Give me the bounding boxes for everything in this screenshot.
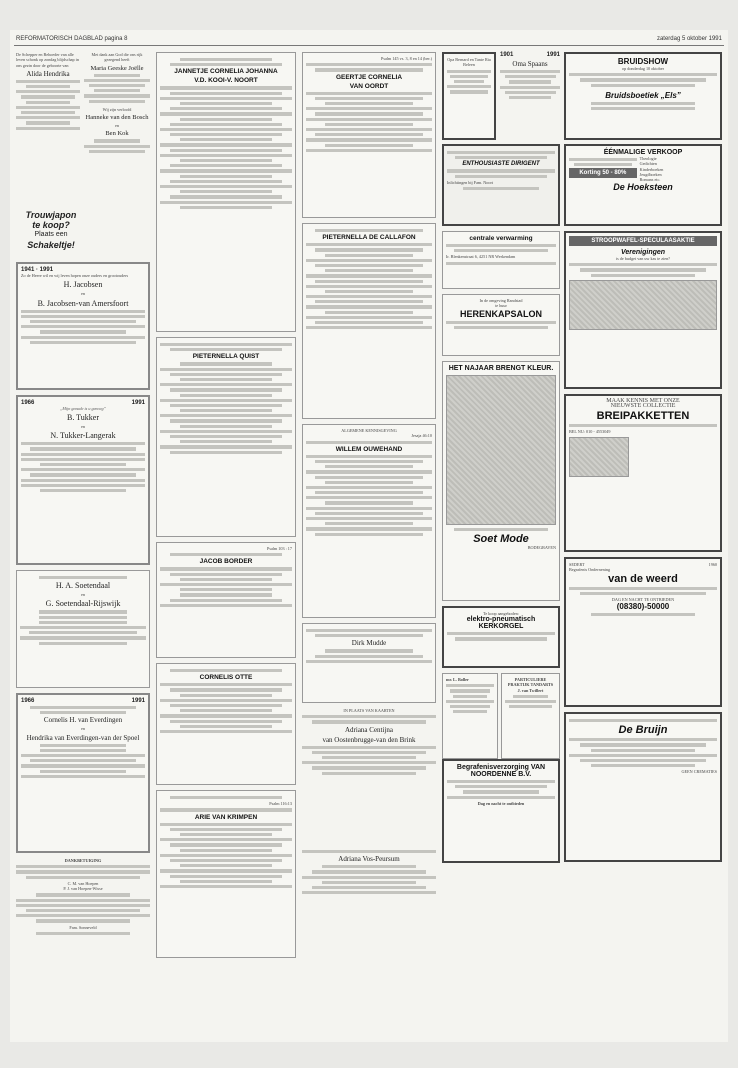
ad-title: van de weerd xyxy=(608,572,678,585)
obituary-centijna xyxy=(302,708,436,848)
ad-headline: elektro-pneumatisch KERKORGEL xyxy=(466,616,536,631)
name-everdingen: Cornelis H. van Everdingen xyxy=(43,716,123,725)
ad-brand: centrale verwarming xyxy=(469,235,533,242)
name-tukker-2: N. Tukker-Langerak xyxy=(50,431,116,441)
list-item: Kinderboeken xyxy=(639,166,664,172)
obituary-vos-peursum xyxy=(302,850,436,950)
and-word: en xyxy=(81,291,85,297)
scripture-ref: Psalm 103 : 17 xyxy=(266,546,292,551)
trouwjapon-line2: te koop? xyxy=(32,220,70,230)
obituary-van-krimpen xyxy=(156,790,296,958)
ad-sub: Verenigingen xyxy=(620,249,666,256)
obituary-name: CORNELIS OTTE xyxy=(199,674,253,682)
ad-title: STROOPWAFEL-SPECULAASAKTIE xyxy=(569,236,717,246)
obituary-name: Dirk Mudde xyxy=(351,639,387,648)
ad-bruidshow xyxy=(564,52,722,140)
ad-title: HERENKAPSALON xyxy=(459,308,542,319)
year-end: 1991 xyxy=(131,698,145,704)
obituary-name: Adriana Vos-Peursum xyxy=(338,855,400,864)
list-item: Gedichten xyxy=(639,161,657,167)
scripture-ref: Psalm 116:13 xyxy=(269,801,292,807)
ad-tandarts-row xyxy=(442,673,560,759)
obituary-name: GEERTJE CORNELIA xyxy=(335,73,403,81)
announcement-jacobsen: 1941 · 1991 Zo de Heere wil en wij leven hopen onze ouders en grootouders H. Jacobsen en B. Jacobsen-van Amersfoort xyxy=(16,262,150,390)
years: 1941 · 1991 xyxy=(21,267,54,273)
ad-tagline: GEEN CREMATIES xyxy=(681,769,717,775)
ad-van-de-weerd xyxy=(564,557,722,707)
ad-title: HET NAJAAR BRENGT KLEUR. xyxy=(448,365,554,372)
ad-name: mr. L. Boller xyxy=(446,677,469,682)
list-item: Theologie xyxy=(639,156,657,161)
trouwjapon-line1: Trouwjapon xyxy=(25,210,77,220)
name-jacobsen: H. Jacobsen xyxy=(63,280,103,290)
kennisgeving-ouwehand xyxy=(302,424,436,618)
ad-headline: ENTHOUSIASTE DIRIGENT xyxy=(462,161,540,168)
stroopwafel-illustration xyxy=(569,280,717,330)
kennisgeving-title: ALGEMENE KENNISGEVING xyxy=(341,428,397,433)
ad-tandarts xyxy=(501,673,560,759)
ad-head: Begrafenis Ondernening xyxy=(569,567,611,573)
ad-sub: DAG EN NACHT TE ONTBIEDEN xyxy=(611,596,675,602)
signature-2: P. J. van Hoepen-Wisse xyxy=(63,886,103,892)
discount-badge: Korting 50 - 80% xyxy=(569,168,637,178)
ad-boller xyxy=(442,673,498,759)
ad-title: ÉÉNMALIGE VERKOOP xyxy=(603,149,683,156)
obituary-name: JACOB BORDER xyxy=(199,558,253,566)
year-end: 1991 xyxy=(131,400,145,406)
ad-soet-mode xyxy=(442,361,560,601)
ad-shop: De Hoeksteen xyxy=(613,182,673,193)
column-4 xyxy=(442,52,722,872)
obituary-de-callafon xyxy=(302,223,436,419)
and-word: en xyxy=(81,592,85,598)
ad-title: PARTICULIERE PRAKTIJK TANDARTS xyxy=(507,677,554,688)
name-tukker: B. Tukker xyxy=(66,413,99,422)
ad-place: BODEGRAVEN xyxy=(527,545,556,551)
ad-kapsalon xyxy=(442,294,560,356)
obituary-name-2: VAN OORDT xyxy=(349,82,389,90)
announcement-everdingen xyxy=(16,693,150,853)
announcement-alida: De Schepper en Behoeder van alle leven schonk op zondag blijdschap in ons gezin door de geboorte van Alida Hendrika xyxy=(16,52,80,210)
column-3 xyxy=(302,52,436,950)
ad-brand: Soet Mode xyxy=(473,533,529,546)
announcement-maria: Met dank aan God die ons rijk gezegend heeft Maria Geeske Joëlle Wij zijn verloofd Hanneke van den Bosch en Ben Kok xyxy=(84,52,150,210)
obituary-border xyxy=(156,542,296,658)
ad-address: Ir. Blenkenstraat 6, 4251 NR Werkendam xyxy=(446,254,516,260)
ad-line1: MAAK KENNIS MET ONZE xyxy=(606,398,680,404)
ad-title: De Bruijn xyxy=(618,724,668,737)
name-soetendaal-2: G. Soetendaal-Rijswijk xyxy=(45,599,121,609)
obituary-name-2: V.D. KOOI-V. NOORT xyxy=(194,77,258,85)
and-word: en xyxy=(81,726,85,732)
birth-name: Alida Hendrika xyxy=(26,69,70,78)
ad-text: Opa Bernard en Tante Ria Beleen xyxy=(447,57,491,68)
ad-brand: Bruidsboetiek „Els” xyxy=(605,90,681,100)
section-title: IN PLAATS VAN KAARTEN xyxy=(343,708,395,713)
column-1 xyxy=(16,52,150,1034)
obituary-quist xyxy=(156,337,296,537)
ad-centrale xyxy=(442,231,560,289)
ad-opa-bernard xyxy=(442,52,496,140)
ad-title: BRUIDSHOW xyxy=(617,57,669,66)
obituary-name: Adriana Centijna xyxy=(344,725,393,734)
trouwjapon-line3: Plaats een xyxy=(34,231,68,238)
page-header-left: REFORMATORISCH DAGBLAD pagina 8 xyxy=(16,36,128,42)
ad-phone: BEL NU: 010 - 4553049 xyxy=(569,428,611,434)
trouwjapon-line4: Schakeltje! xyxy=(27,240,75,250)
ad-tagline: Dag en nacht te ontbieden xyxy=(477,800,525,806)
obituary-van-der-kooi xyxy=(156,52,296,332)
obituary-name-2: van Oostenbrugge-van den Brink xyxy=(322,735,416,744)
dankbetuiging-foot: Fam. Sonneveld xyxy=(69,924,97,930)
newspaper-page xyxy=(10,30,728,1042)
obituary-name: PIETERNELLA QUIST xyxy=(192,353,260,361)
announcement-soetendaal xyxy=(16,570,150,688)
obituary-name: ARIE VAN KRIMPEN xyxy=(194,813,258,821)
year-start: 1966 xyxy=(21,698,35,704)
and-word: en xyxy=(115,123,119,129)
quote: „Mijn genade is u genoeg” xyxy=(60,406,106,411)
name-everdingen-2: Hendrika van Everdingen-van der Spoel xyxy=(26,733,140,742)
fiance-name-2: Ben Kok xyxy=(105,130,129,138)
column-2 xyxy=(156,52,296,963)
sedert-year: 1960 xyxy=(708,562,717,567)
dankbetuiging xyxy=(16,858,150,1034)
obituary-name: WILLEM OUWEHAND xyxy=(335,445,403,453)
name-soetendaal: H. A. Soetendaal xyxy=(55,581,111,591)
fashion-photo xyxy=(446,375,556,525)
ad-logo xyxy=(569,437,629,477)
dankbetuiging-title: DANKBETUIGING xyxy=(64,858,102,863)
name-jacobsen-2: B. Jacobsen-van Amersfoort xyxy=(37,298,129,308)
ad-title: BREIPAKKETTEN xyxy=(596,409,690,422)
ad-date: op donderdag 10 oktober xyxy=(622,66,664,71)
and-word: en xyxy=(81,424,85,429)
ad-name: J. van Twillert xyxy=(517,687,544,693)
page-header-right: zaterdag 5 oktober 1991 xyxy=(656,36,722,42)
year-start: 1966 xyxy=(21,400,35,406)
announcement-tukker xyxy=(16,395,150,565)
ad-intro: In de omgeving Randstad xyxy=(479,298,523,303)
trouwjapon-ad xyxy=(16,210,86,258)
ad-line2: NIEUWSTE COLLECTIE xyxy=(610,403,676,410)
list-item: Jeugdboeken xyxy=(639,171,662,177)
year-end: 1991 xyxy=(546,52,560,58)
obituary-otte xyxy=(156,663,296,785)
ad-title: Begrafenisverzorging VAN NOORDENNE B.V. xyxy=(456,764,546,778)
ad-phone: (08380)-50000 xyxy=(616,602,670,612)
obituary-name: PIETERNELLA DE CALLAFON xyxy=(322,234,416,242)
scripture-ref: Jesaja 46:10 xyxy=(411,433,432,439)
ad-dirigent xyxy=(442,144,560,226)
ad-verkoop xyxy=(564,144,722,226)
ad-de-bruijn xyxy=(564,712,722,862)
obituary-van-oordt xyxy=(302,52,436,218)
ad-stroopwafel xyxy=(564,231,722,389)
birth-name-2: Maria Geeske Joëlle xyxy=(90,64,144,72)
year-start: 1901 xyxy=(500,52,514,58)
signature-1: C. M. van Hoepen xyxy=(67,880,99,886)
ad-breipakketten xyxy=(564,394,722,552)
fiance-name: Hanneke van den Bosch xyxy=(85,114,149,122)
ad-noordenne xyxy=(442,759,560,863)
sedert-label: SEDERT xyxy=(569,562,585,567)
ad-name: Oma Spaans xyxy=(512,60,548,68)
obituary-name: JANNETJE CORNELIA JOHANNA xyxy=(174,68,278,76)
page-header xyxy=(14,36,724,46)
ad-contact: Inlichtingen bij Fam. Noort xyxy=(447,179,494,185)
ad-title: Te koop aangeboden: xyxy=(483,611,519,616)
obituary-mudde xyxy=(302,623,436,703)
ad-oma-spaans xyxy=(500,52,560,140)
ad-question: is de budget van uw kas te zien? xyxy=(615,256,671,261)
ad-sub: te huur xyxy=(495,303,507,309)
scripture-ref: Psalm 145 vs. 3, 8 en 14 (ber.) xyxy=(381,56,432,61)
list-item: Romans etc. xyxy=(639,177,661,183)
ad-kerkorgel xyxy=(442,606,560,668)
